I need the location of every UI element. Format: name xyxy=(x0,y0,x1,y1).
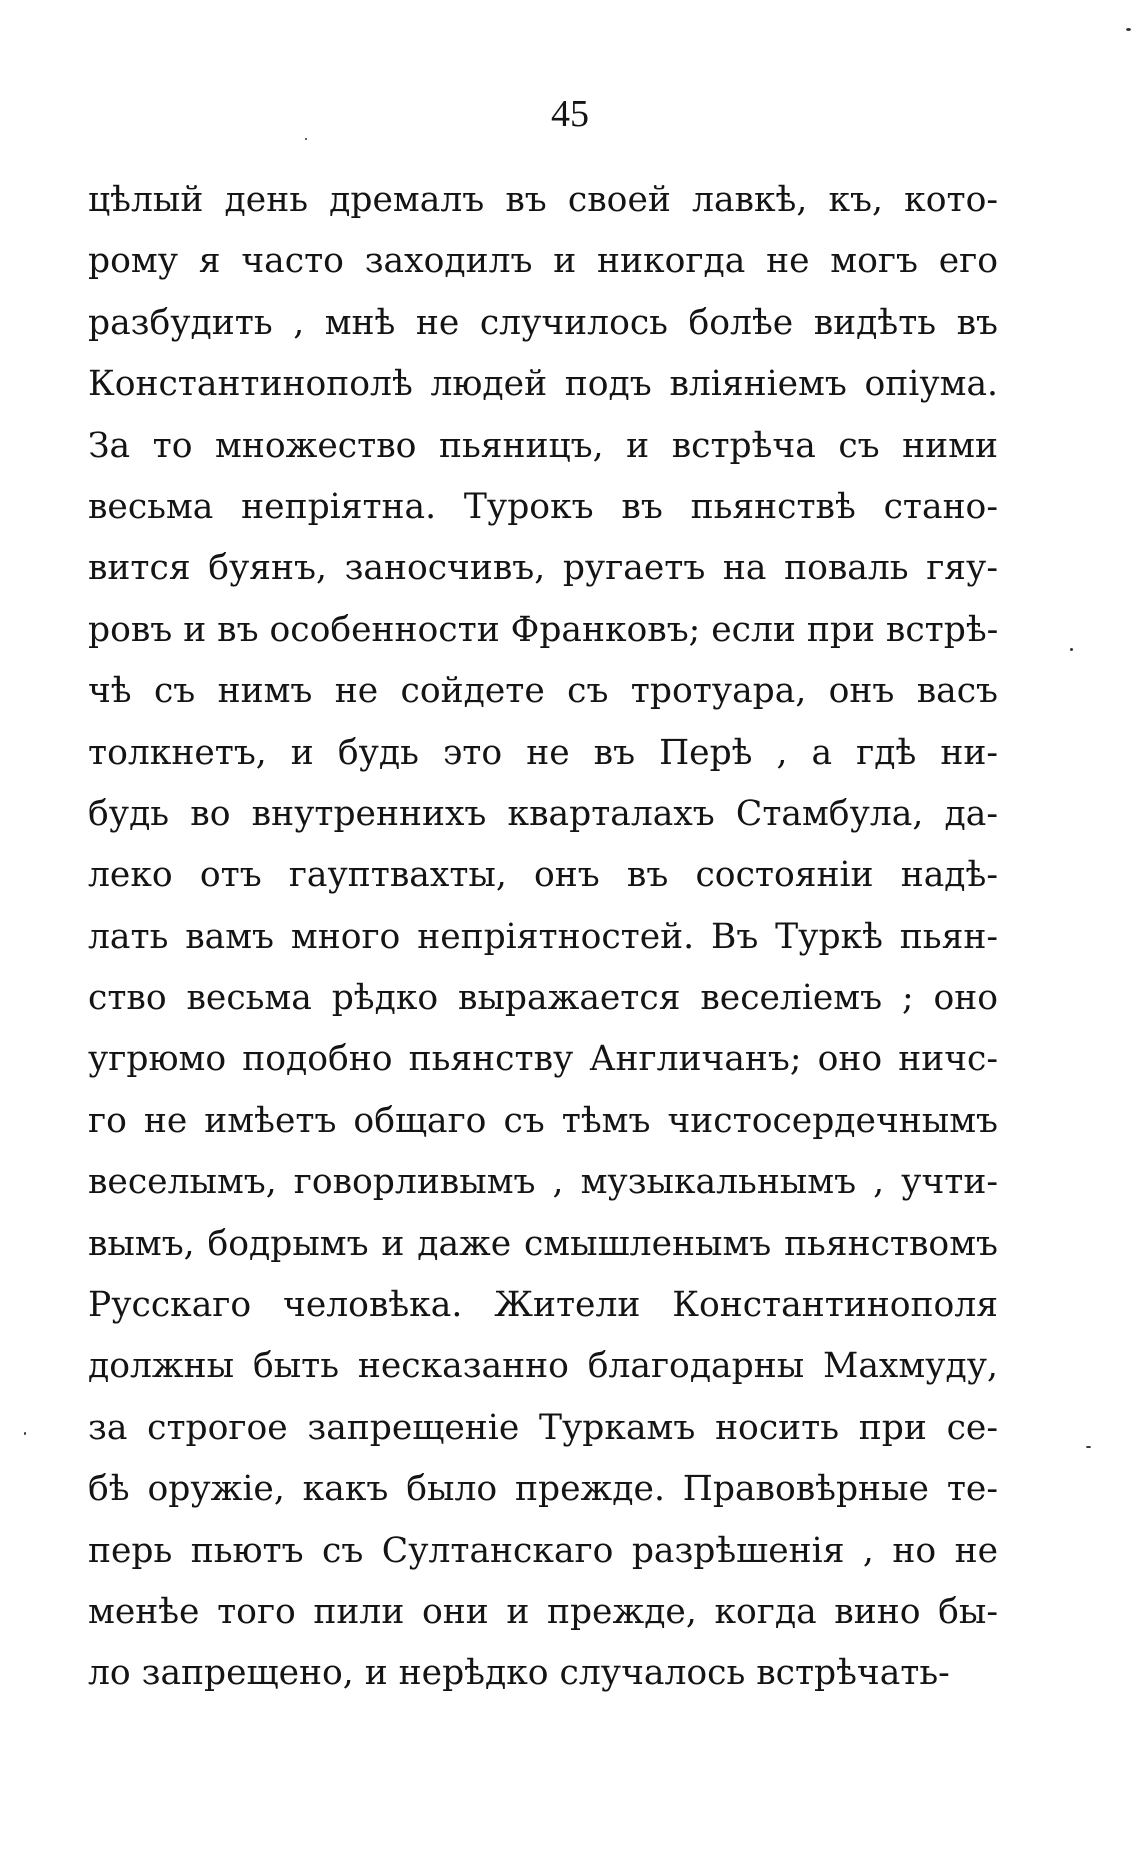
text-line: веселымъ, говорливымъ , музыкальнымъ , учти- xyxy=(88,1162,998,1203)
body-text xyxy=(88,170,998,1705)
text-line: бѣ оружіе, какъ было прежде. Правовѣрные те- xyxy=(88,1469,998,1510)
text-line: рому я часто заходилъ и никогда не могъ его xyxy=(88,241,998,282)
text-line: Константинополѣ людей подъ вліяніемъ опіума. xyxy=(88,364,998,405)
text-line: разбудить , мнѣ не случилось болѣе видѣть въ xyxy=(88,302,998,343)
text-line: весьма непріятна. Турокъ въ пьянствѣ стано- xyxy=(88,486,998,527)
text-line: будь во внутреннихъ кварталахъ Стамбула, да- xyxy=(88,793,998,834)
text-line: угрюмо подобно пьянству Англичанъ; оно ничс- xyxy=(88,1039,998,1080)
text-line: лать вамъ много непріятностей. Въ Туркѣ пьян- xyxy=(88,916,998,957)
text-line: ло запрещено, и нерѣдко случалось встрѣчать- xyxy=(88,1653,950,1694)
text-line: ровъ и въ особенности Франковъ; если при встрѣ- xyxy=(88,609,998,650)
text-line: за строгое запрещеніе Туркамъ носить при се- xyxy=(88,1407,998,1448)
text-line: менѣе того пили они и прежде, когда вино бы- xyxy=(88,1591,998,1632)
text-line: го не имѣетъ общаго съ тѣмъ чистосердечнымъ xyxy=(88,1100,998,1141)
scan-speck xyxy=(305,138,307,140)
text-line: толкнетъ, и будь это не въ Перѣ , а гдѣ ни- xyxy=(88,732,998,773)
text-line: должны быть несказанно благодарны Махмуду, xyxy=(88,1346,998,1387)
text-line: чѣ съ нимъ не сойдете съ тротуара, онъ васъ xyxy=(88,671,998,712)
scan-speck xyxy=(1126,28,1131,31)
text-line: Русскаго человѣка. Жители Константинополя xyxy=(88,1285,998,1326)
scan-speck xyxy=(1070,648,1073,651)
text-line: леко отъ гауптвахты, онъ въ состояніи надѣ- xyxy=(88,855,998,896)
text-line: вится буянъ, заносчивъ, ругаетъ на поваль гяу- xyxy=(88,548,998,589)
text-line: перь пьютъ съ Султанскаго разрѣшенія , но не xyxy=(88,1530,998,1571)
text-line: цѣлый день дремалъ въ своей лавкѣ, къ, кото- xyxy=(88,180,998,220)
page-number: 45 xyxy=(551,93,589,135)
text-line: ство весьма рѣдко выражается веселіемъ ; оно xyxy=(88,978,998,1019)
scan-speck xyxy=(24,1432,26,1435)
scan-speck xyxy=(1086,1446,1091,1448)
text-line: вымъ, бодрымъ и даже смышленымъ пьянствомъ xyxy=(88,1223,998,1264)
text-line: За то множество пьяницъ, и встрѣча съ ними xyxy=(88,425,998,466)
